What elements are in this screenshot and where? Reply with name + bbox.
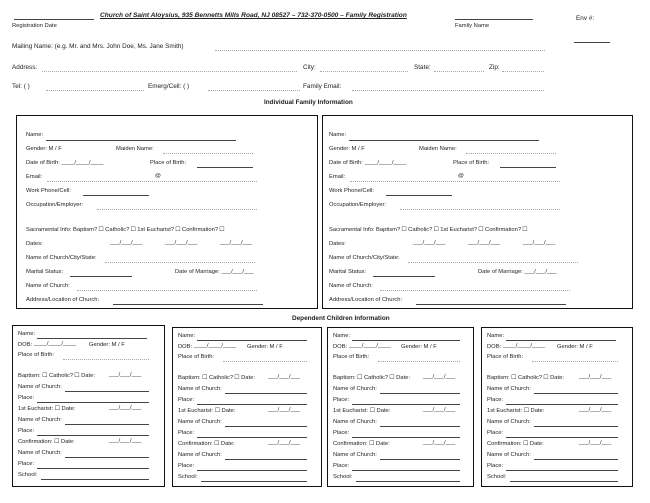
- maiden-name-field[interactable]: [163, 153, 253, 154]
- marital-status-field[interactable]: [373, 276, 435, 277]
- work-phone-field[interactable]: [386, 195, 452, 196]
- child-dob-label: DOB:: [178, 344, 193, 350]
- baptism-label: Baptism: ☐ Catholic? ☐ Date:: [178, 375, 255, 381]
- child-pob-label: Place of Birth:: [178, 354, 215, 360]
- child-dob-field[interactable]: ____/____/____: [503, 343, 545, 349]
- dob-label: Date of Birth: ____/____/____: [26, 160, 104, 166]
- baptism-church-label: Name of Church:: [178, 386, 222, 392]
- zip-field[interactable]: [502, 71, 544, 72]
- address-label: Address:: [12, 64, 38, 71]
- eucharist-label: 1st Eucharist: ☐ Date:: [18, 406, 76, 412]
- child-dob-field[interactable]: ____/____/____: [34, 341, 76, 347]
- dates-label: Dates:: [329, 241, 346, 247]
- family-name-label: Family Name: [455, 23, 490, 29]
- work-phone-label: Work Phone/Cell:: [26, 188, 71, 194]
- occupation-field[interactable]: [400, 209, 560, 210]
- confirmation-date-field[interactable]: ___/___/___: [109, 438, 142, 444]
- eucharist-church-label: Name of Church:: [487, 419, 531, 425]
- church-name-label: Name of Church:: [26, 283, 70, 289]
- confirmation-date-field[interactable]: ___/___/___: [268, 440, 301, 446]
- maiden-name-label: Maiden Name:: [419, 146, 457, 152]
- registration-date-label: Registration Date: [12, 23, 57, 29]
- confirmation-place-field[interactable]: [37, 468, 149, 469]
- marriage-date-label: Date of Marriage: ___/___/___: [478, 269, 557, 275]
- zip-label: Zip:: [489, 64, 500, 71]
- confirmation-place-label: Place:: [487, 463, 504, 469]
- occupation-label: Occupation/Employer:: [26, 202, 84, 208]
- family-email-label: Family Email:: [303, 83, 342, 90]
- child-name-field[interactable]: [506, 340, 616, 341]
- child-name-field[interactable]: [37, 338, 147, 339]
- baptism-label: Baptism: ☐ Catholic? ☐ Date:: [18, 373, 95, 379]
- eucharist-place-field[interactable]: [352, 437, 460, 438]
- gender-label: Gender: M / F: [26, 146, 62, 152]
- eucharist-place-field[interactable]: [37, 435, 149, 436]
- name-field[interactable]: [349, 140, 539, 141]
- baptism-place-field[interactable]: [37, 402, 149, 403]
- eucharist-date-field[interactable]: ___/___/___: [109, 405, 142, 411]
- eucharist-label: 1st Eucharist: ☐ Date:: [333, 408, 391, 414]
- baptism-church-field[interactable]: [65, 391, 149, 392]
- work-phone-label: Work Phone/Cell:: [329, 188, 374, 194]
- confirmation-church-field[interactable]: [380, 459, 460, 460]
- marital-status-label: Marital Status:: [26, 269, 64, 275]
- baptism-label: Baptism: ☐ Catholic? ☐ Date:: [487, 375, 564, 381]
- child-gender-label: Gender: M / F: [401, 344, 437, 350]
- confirmation-place-label: Place:: [333, 463, 350, 469]
- eucharist-place-label: Place:: [333, 430, 350, 436]
- date-confirmation[interactable]: ___/___/___: [523, 240, 556, 246]
- child-pob-label: Place of Birth:: [487, 354, 524, 360]
- address-field[interactable]: [42, 71, 297, 72]
- child-name-field[interactable]: [352, 340, 460, 341]
- confirmation-church-field[interactable]: [534, 459, 618, 460]
- confirmation-place-label: Place:: [178, 463, 195, 469]
- confirmation-church-label: Name of Church:: [487, 452, 531, 458]
- eucharist-church-field[interactable]: [534, 426, 618, 427]
- marital-status-field[interactable]: [70, 276, 132, 277]
- baptism-date-field[interactable]: ___/___/___: [109, 372, 142, 378]
- child-pob-field[interactable]: [63, 359, 149, 360]
- at-icon: @: [155, 173, 161, 179]
- dates-label: Dates:: [26, 241, 43, 247]
- confirmation-date-field[interactable]: ___/___/___: [423, 440, 456, 446]
- child-dob-label: DOB:: [333, 344, 348, 350]
- confirmation-label: Confirmation: ☐ Date:: [333, 441, 390, 447]
- date-eucharist[interactable]: ___/___/___: [165, 240, 198, 246]
- tel-field[interactable]: [46, 90, 144, 91]
- confirmation-place-field[interactable]: [506, 470, 618, 471]
- eucharist-church-field[interactable]: [65, 424, 149, 425]
- maiden-name-label: Maiden Name:: [116, 146, 154, 152]
- occupation-field[interactable]: [97, 209, 257, 210]
- school-label: School:: [333, 474, 353, 480]
- city-field[interactable]: [320, 71, 408, 72]
- date-baptism[interactable]: ___/___/___: [413, 240, 446, 246]
- child-dob-field[interactable]: ____/____/____: [194, 343, 236, 349]
- form-title: Church of Saint Aloysius, 935 Bennetts Mills Road, NJ 08527 – 732-370-0500 – Family Registration: [100, 12, 407, 19]
- marriage-date-label: Date of Marriage: ___/___/___: [175, 269, 254, 275]
- eucharist-place-field[interactable]: [197, 437, 307, 438]
- church-address-label: Address/Location of Church:: [329, 297, 403, 303]
- church-city-state-field[interactable]: [408, 262, 578, 263]
- email-field[interactable]: [350, 181, 560, 182]
- child-name-label: Name:: [18, 331, 36, 337]
- name-field[interactable]: [46, 140, 236, 141]
- church-name-field[interactable]: [77, 290, 257, 291]
- eucharist-church-field[interactable]: [380, 426, 460, 427]
- baptism-place-label: Place:: [333, 397, 350, 403]
- confirmation-label: Confirmation: ☐ Date:: [178, 441, 235, 447]
- school-field[interactable]: [201, 481, 307, 482]
- church-address-field[interactable]: [113, 304, 263, 305]
- school-field[interactable]: [41, 479, 149, 480]
- baptism-date-field[interactable]: ___/___/___: [423, 374, 456, 380]
- child-card-4: [481, 327, 633, 487]
- child-pob-field[interactable]: [223, 361, 307, 362]
- child-card-1: [12, 325, 165, 487]
- confirmation-church-field[interactable]: [225, 459, 307, 460]
- name-label: Name:: [329, 132, 347, 138]
- date-baptism[interactable]: ___/___/___: [110, 240, 143, 246]
- baptism-church-label: Name of Church:: [18, 384, 62, 390]
- tel-label: Tel: ( ): [12, 83, 30, 90]
- child-name-label: Name:: [487, 333, 505, 339]
- church-address-field[interactable]: [416, 304, 566, 305]
- sacramental-info-label: Sacramental Info: Baptism? ☐ Catholic? ☐ 1st Eucharist? ☐ Confirmation? ☐: [26, 227, 225, 233]
- child-pob-label: Place of Birth:: [18, 352, 55, 358]
- child-gender-label: Gender: M / F: [557, 344, 593, 350]
- eucharist-date-field[interactable]: ___/___/___: [268, 407, 301, 413]
- sacramental-info-label: Sacramental Info: Baptism? ☐ Catholic? ☐ 1st Eucharist? ☐ Confirmation? ☐: [329, 227, 528, 233]
- school-label: School:: [487, 474, 507, 480]
- email-label: Email:: [329, 174, 346, 180]
- state-field[interactable]: [434, 71, 484, 72]
- date-eucharist[interactable]: ___/___/___: [468, 240, 501, 246]
- confirmation-church-label: Name of Church:: [178, 452, 222, 458]
- maiden-name-field[interactable]: [466, 153, 556, 154]
- child-pob-label: Place of Birth:: [333, 354, 370, 360]
- confirmation-label: Confirmation: ☐ Date:: [18, 439, 75, 445]
- child-pob-field[interactable]: [378, 361, 460, 362]
- eucharist-church-label: Name of Church:: [18, 417, 62, 423]
- name-label: Name:: [26, 132, 44, 138]
- occupation-label: Occupation/Employer:: [329, 202, 387, 208]
- child-name-label: Name:: [333, 333, 351, 339]
- marital-status-label: Marital Status:: [329, 269, 367, 275]
- baptism-place-label: Place:: [178, 397, 195, 403]
- child-card-2: [172, 327, 322, 487]
- eucharist-date-field[interactable]: ___/___/___: [423, 407, 456, 413]
- baptism-church-label: Name of Church:: [487, 386, 531, 392]
- mailing-name-field[interactable]: [215, 50, 545, 51]
- child-card-3: [327, 327, 474, 487]
- confirmation-date-field[interactable]: ___/___/___: [579, 440, 612, 446]
- emerg-label: Emerg/Cell: ( ): [148, 83, 190, 90]
- mailing-name-label: Mailing Name: (e.g. Mr. and Mrs. John Doe, Ms. Jane Smith): [12, 43, 184, 50]
- child-pob-field[interactable]: [532, 361, 618, 362]
- church-address-label: Address/Location of Church:: [26, 297, 100, 303]
- child-dob-field[interactable]: ____/____/____: [349, 343, 391, 349]
- individual-section-title: Individual Family Information: [264, 99, 353, 106]
- eucharist-place-label: Place:: [18, 428, 35, 434]
- eucharist-label: 1st Eucharist: ☐ Date:: [178, 408, 236, 414]
- child-name-field[interactable]: [197, 340, 307, 341]
- baptism-label: Baptism: ☐ Catholic? ☐ Date:: [333, 375, 410, 381]
- child-dob-label: DOB:: [487, 344, 502, 350]
- date-confirmation[interactable]: ___/___/___: [220, 240, 253, 246]
- envelope-field[interactable]: [574, 42, 610, 43]
- email-label: Email:: [26, 174, 43, 180]
- confirmation-place-field[interactable]: [197, 470, 307, 471]
- eucharist-place-label: Place:: [178, 430, 195, 436]
- pob-label: Place of Birth:: [150, 160, 187, 166]
- baptism-church-field[interactable]: [534, 393, 618, 394]
- confirmation-place-label: Place:: [18, 461, 35, 467]
- baptism-church-field[interactable]: [225, 393, 307, 394]
- child-name-label: Name:: [178, 333, 196, 339]
- dependent-section-title: Dependent Children Information: [292, 315, 390, 322]
- school-field[interactable]: [356, 481, 460, 482]
- church-name-field[interactable]: [380, 290, 570, 291]
- baptism-place-field[interactable]: [352, 404, 460, 405]
- child-gender-label: Gender: M / F: [89, 342, 125, 348]
- confirmation-church-label: Name of Church:: [18, 450, 62, 456]
- at-icon: @: [458, 173, 464, 179]
- baptism-church-field[interactable]: [380, 393, 460, 394]
- baptism-church-label: Name of Church:: [333, 386, 377, 392]
- emerg-field[interactable]: [208, 90, 300, 91]
- work-phone-field[interactable]: [83, 195, 149, 196]
- confirmation-church-field[interactable]: [65, 457, 149, 458]
- eucharist-church-field[interactable]: [225, 426, 307, 427]
- baptism-date-field[interactable]: ___/___/___: [579, 374, 612, 380]
- child-gender-label: Gender: M / F: [247, 344, 283, 350]
- gender-label: Gender: M / F: [329, 146, 365, 152]
- confirmation-place-field[interactable]: [352, 470, 460, 471]
- city-label: City:: [303, 64, 316, 71]
- eucharist-church-label: Name of Church:: [333, 419, 377, 425]
- baptism-place-label: Place:: [487, 397, 504, 403]
- baptism-date-field[interactable]: ___/___/___: [268, 374, 301, 380]
- pob-field[interactable]: [500, 167, 556, 168]
- church-city-state-label: Name of Church/City/State:: [26, 255, 97, 261]
- school-field[interactable]: [510, 481, 618, 482]
- church-city-state-field[interactable]: [105, 262, 255, 263]
- eucharist-label: 1st Eucharist: ☐ Date:: [487, 408, 545, 414]
- eucharist-church-label: Name of Church:: [178, 419, 222, 425]
- baptism-place-field[interactable]: [506, 404, 618, 405]
- adult-card-2: [322, 115, 633, 309]
- baptism-place-label: Place:: [18, 395, 35, 401]
- state-label: State:: [414, 64, 431, 71]
- adult-card-1: [16, 115, 318, 309]
- pob-field[interactable]: [197, 167, 253, 168]
- school-label: School:: [178, 474, 198, 480]
- baptism-place-field[interactable]: [197, 404, 307, 405]
- church-name-label: Name of Church:: [329, 283, 373, 289]
- email-field[interactable]: [47, 181, 257, 182]
- eucharist-place-label: Place:: [487, 430, 504, 436]
- family-email-field[interactable]: [352, 90, 544, 91]
- envelope-label: Env #:: [576, 15, 595, 22]
- confirmation-label: Confirmation: ☐ Date:: [487, 441, 544, 447]
- eucharist-date-field[interactable]: ___/___/___: [579, 407, 612, 413]
- child-dob-label: DOB:: [18, 342, 33, 348]
- church-city-state-label: Name of Church/City/State:: [329, 255, 400, 261]
- eucharist-place-field[interactable]: [506, 437, 618, 438]
- confirmation-church-label: Name of Church:: [333, 452, 377, 458]
- school-label: School:: [18, 472, 38, 478]
- dob-label: Date of Birth: ____/____/____: [329, 160, 407, 166]
- pob-label: Place of Birth:: [453, 160, 490, 166]
